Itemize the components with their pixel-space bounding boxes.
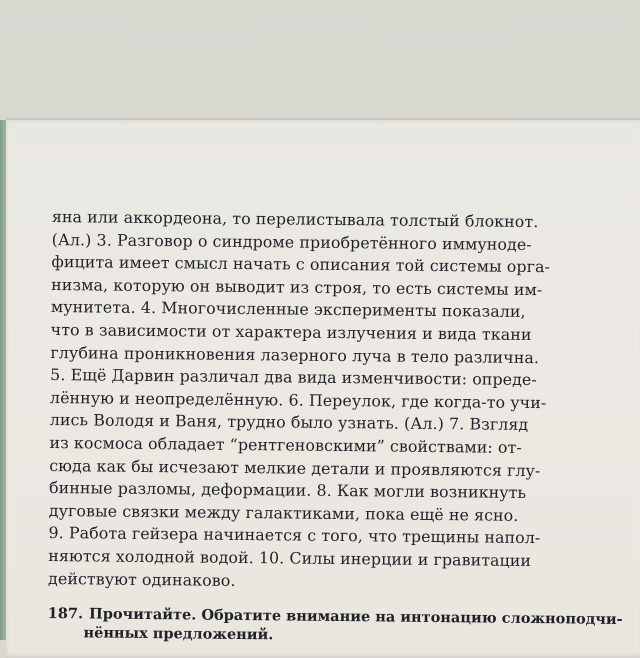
task-number: 187. xyxy=(47,605,84,623)
text-line: яна или аккордеона, то перелистывала толстый блокнот. xyxy=(51,206,539,232)
text-line: (Ал.) 3. Разговор о синдроме приобретённого иммуноде- xyxy=(51,229,532,254)
text-line: 5. Ещё Дарвин различал два вида изменчивости: опреде- xyxy=(50,365,537,390)
task-instruction-continuation: нённых предложений. xyxy=(83,624,274,644)
text-line: из космоса обладает “рентгеновскими” свойствами: от- xyxy=(49,432,522,457)
page-text xyxy=(47,206,624,648)
text-line: 9. Работа гейзера начинается с того, что трещины напол- xyxy=(48,523,541,548)
task-instruction: Прочитайте. Обратите внимание на интонацию сложноподчи- xyxy=(88,605,623,629)
text-line: глубина проникновения лазерного луча в тело различна. xyxy=(50,342,540,367)
task-heading xyxy=(47,604,623,648)
text-line: няются холодной водой. 10. Силы инерции и гравитации xyxy=(48,545,532,570)
text-line: лённую и неопределённую. 6. Переулок, где когда-то учи- xyxy=(49,387,547,412)
text-line: бинные разломы, деформации. 8. Как могли возникнуть xyxy=(48,478,527,503)
text-line: сюда как бы исчезают мелкие детали и проявляются глу- xyxy=(49,455,541,480)
text-line: действуют одинаково. xyxy=(48,568,236,590)
text-line: низма, которую он выводит из строя, то есть системы им- xyxy=(51,274,543,299)
text-line: лись Володя и Ваня, трудно было узнать. (Ал.) 7. Взгляд xyxy=(49,410,529,435)
text-line: мунитета. 4. Многочисленные эксперименты показали, xyxy=(50,297,526,322)
text-line: дуговые связки между галактиками, пока ещё не ясно. xyxy=(48,500,519,525)
text-line: что в зависимости от характера излучения и вида ткани xyxy=(50,319,532,344)
text-line: фицита имеет смысл начать с описания той системы орга- xyxy=(51,252,551,277)
page-top-edge xyxy=(6,118,640,120)
